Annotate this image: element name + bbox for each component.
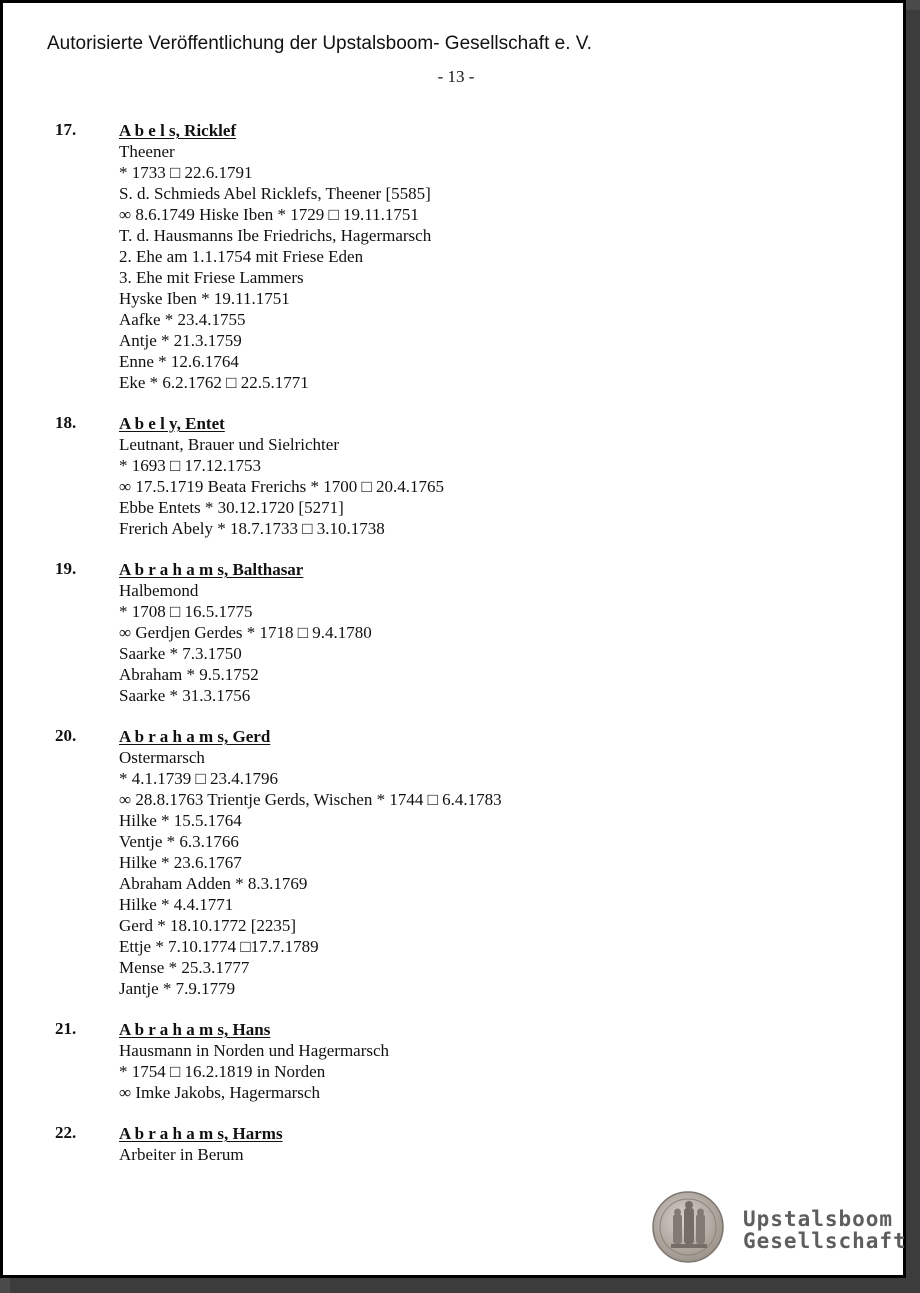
entry-body bbox=[119, 559, 909, 706]
entry-detail-line: ∞ Imke Jakobs, Hagermarsch bbox=[119, 1083, 320, 1102]
entry-detail-line: Saarke * 31.3.1756 bbox=[119, 686, 251, 705]
entry-number: 20. bbox=[55, 726, 77, 745]
entry-name-line bbox=[119, 1123, 909, 1144]
entry-name-line bbox=[119, 413, 909, 434]
entry-detail-line: Ebbe Entets * 30.12.1720 [5271] bbox=[119, 498, 344, 517]
entry-name: A b e l s, Ricklef bbox=[119, 121, 237, 140]
entry-number: 17. bbox=[55, 120, 77, 139]
entry-name: A b r a h a m s, Harms bbox=[119, 1124, 283, 1143]
entry-body bbox=[119, 726, 909, 999]
entry-detail-line: * 4.1.1739 □ 23.4.1796 bbox=[119, 769, 279, 788]
genealogy-entry bbox=[3, 1019, 909, 1103]
entry-detail-line: Aafke * 23.4.1755 bbox=[119, 310, 246, 329]
page-shadow-bottom bbox=[10, 1278, 920, 1293]
entry-detail-line: Saarke * 7.3.1750 bbox=[119, 644, 242, 663]
entry-name: A b r a h a m s, Gerd bbox=[119, 727, 271, 746]
entry-detail-line: Eke * 6.2.1762 □ 22.5.1771 bbox=[119, 373, 309, 392]
entry-detail-line: S. d. Schmieds Abel Ricklefs, Theener [5585] bbox=[119, 184, 431, 203]
entry-detail-line: Ettje * 7.10.1774 □17.7.1789 bbox=[119, 937, 319, 956]
entry-name: A b r a h a m s, Hans bbox=[119, 1020, 271, 1039]
entry-name: A b e l y, Entet bbox=[119, 414, 225, 433]
genealogy-entry bbox=[3, 726, 909, 999]
entry-detail-line: Hyske Iben * 19.11.1751 bbox=[119, 289, 290, 308]
entry-body bbox=[119, 413, 909, 539]
entry-name-line bbox=[119, 120, 909, 141]
society-name-line1: Upstalsboom bbox=[743, 1207, 894, 1231]
genealogy-entry bbox=[3, 559, 909, 706]
entry-detail-line: 2. Ehe am 1.1.1754 mit Friese Eden bbox=[119, 247, 364, 266]
entry-detail-line: ∞ 8.6.1749 Hiske Iben * 1729 □ 19.11.1751 bbox=[119, 205, 419, 224]
entry-detail-line: Theener bbox=[119, 142, 175, 161]
entry-number: 22. bbox=[55, 1123, 77, 1142]
entry-name: A b r a h a m s, Balthasar bbox=[119, 560, 304, 579]
entry-name-line bbox=[119, 559, 909, 580]
entry-detail-line: Leutnant, Brauer und Sielrichter bbox=[119, 435, 339, 454]
genealogy-entry bbox=[3, 120, 909, 393]
entry-detail-line: Antje * 21.3.1759 bbox=[119, 331, 242, 350]
entry-detail-line: Jantje * 7.9.1779 bbox=[119, 979, 236, 998]
entry-detail-line: T. d. Hausmanns Ibe Friedrichs, Hagermarsch bbox=[119, 226, 432, 245]
entry-detail-line: Abraham * 9.5.1752 bbox=[119, 665, 259, 684]
entry-detail-line: ∞ 17.5.1719 Beata Frerichs * 1700 □ 20.4.1765 bbox=[119, 477, 445, 496]
entry-detail-line: Hausmann in Norden und Hagermarsch bbox=[119, 1041, 390, 1060]
entry-detail-line: Enne * 12.6.1764 bbox=[119, 352, 239, 371]
entry-name-line bbox=[119, 726, 909, 747]
entry-detail-line: Halbemond bbox=[119, 581, 199, 600]
entry-detail-line: Hilke * 15.5.1764 bbox=[119, 811, 242, 830]
entry-detail-line: * 1733 □ 22.6.1791 bbox=[119, 163, 253, 182]
entry-detail-line: ∞ Gerdjen Gerdes * 1718 □ 9.4.1780 bbox=[119, 623, 372, 642]
entry-detail-line: Ventje * 6.3.1766 bbox=[119, 832, 239, 851]
entry-detail-line: Gerd * 18.10.1772 [2235] bbox=[119, 916, 297, 935]
document-header: Autorisierte Veröffentlichung der Upstalsboom- Gesellschaft e. V. bbox=[47, 33, 592, 54]
page-number: - 13 - bbox=[437, 67, 475, 86]
entry-detail-line: Mense * 25.3.1777 bbox=[119, 958, 250, 977]
society-name bbox=[743, 1208, 907, 1252]
entry-detail-line: Abraham Adden * 8.3.1769 bbox=[119, 874, 308, 893]
entry-detail-line: 3. Ehe mit Friese Lammers bbox=[119, 268, 304, 287]
entry-list bbox=[3, 120, 909, 1185]
entry-detail-line: Hilke * 4.4.1771 bbox=[119, 895, 234, 914]
entry-detail-line: Hilke * 23.6.1767 bbox=[119, 853, 242, 872]
entry-number: 18. bbox=[55, 413, 77, 432]
society-name-line2: Gesellschaft bbox=[743, 1229, 907, 1253]
entry-name-line bbox=[119, 1019, 909, 1040]
entry-detail-line: * 1754 □ 16.2.1819 in Norden bbox=[119, 1062, 326, 1081]
entry-detail-line: Arbeiter in Berum bbox=[119, 1145, 244, 1164]
genealogy-entry bbox=[3, 1123, 909, 1165]
society-logo bbox=[651, 1190, 907, 1268]
entry-number: 19. bbox=[55, 559, 77, 578]
entry-body bbox=[119, 120, 909, 393]
entry-detail-line: * 1708 □ 16.5.1775 bbox=[119, 602, 253, 621]
entry-detail-line: ∞ 28.8.1763 Trientje Gerds, Wischen * 1744 □ 6.4.1783 bbox=[119, 790, 502, 809]
entry-detail-line: * 1693 □ 17.12.1753 bbox=[119, 456, 262, 475]
entry-detail-line: Frerich Abely * 18.7.1733 □ 3.10.1738 bbox=[119, 519, 385, 538]
seal-emblem-icon bbox=[651, 1190, 725, 1264]
genealogy-entry bbox=[3, 413, 909, 539]
entry-body bbox=[119, 1123, 909, 1165]
entry-detail-line: Ostermarsch bbox=[119, 748, 205, 767]
entry-number: 21. bbox=[55, 1019, 77, 1038]
entry-body bbox=[119, 1019, 909, 1103]
